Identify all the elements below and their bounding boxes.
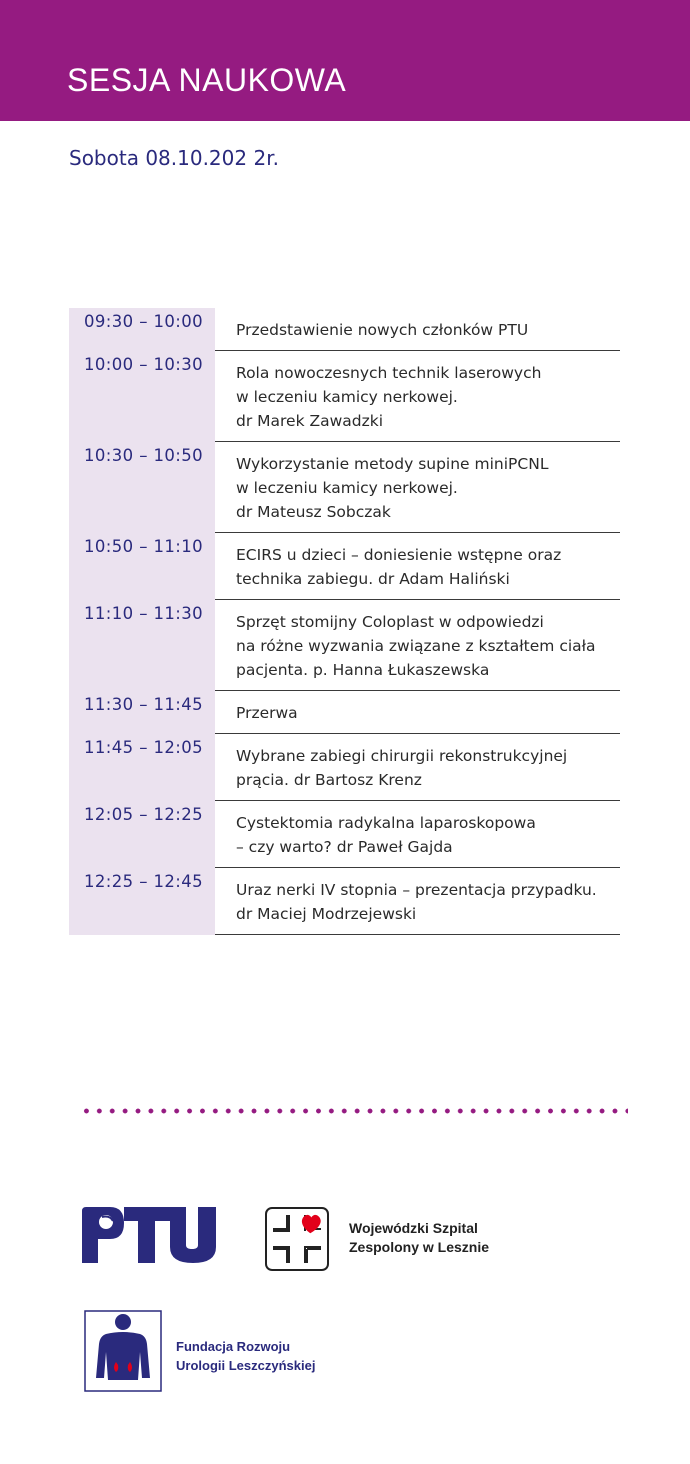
schedule-row — [69, 691, 620, 734]
schedule-table — [69, 308, 620, 935]
session-description — [215, 801, 620, 868]
time-slot: 12:05 – 12:25 — [69, 801, 215, 868]
description-line: w leczeniu kamicy nerkowej. — [236, 388, 458, 406]
session-description — [215, 351, 620, 442]
description-line: Przerwa — [236, 704, 298, 722]
session-description — [215, 691, 620, 734]
time-slot: 12:25 – 12:45 — [69, 868, 215, 935]
description-line: Uraz nerki IV stopnia – prezentacja przypadku. — [236, 881, 597, 899]
schedule-row — [69, 351, 620, 442]
time-slot: 10:50 – 11:10 — [69, 533, 215, 600]
time-slot: 11:30 – 11:45 — [69, 691, 215, 734]
schedule-row — [69, 308, 620, 351]
session-description — [215, 308, 620, 351]
time-slot: 10:30 – 10:50 — [69, 442, 215, 533]
schedule-row — [69, 600, 620, 691]
schedule-row — [69, 868, 620, 935]
session-description — [215, 442, 620, 533]
time-slot: 09:30 – 10:00 — [69, 308, 215, 351]
description-line: – czy warto? dr Paweł Gajda — [236, 838, 453, 856]
session-description — [215, 868, 620, 935]
foundation-logo — [84, 1310, 162, 1396]
foundation-name-line2: Urologii Leszczyńskiej — [176, 1358, 316, 1373]
schedule-row — [69, 442, 620, 533]
schedule-row — [69, 801, 620, 868]
description-line: ECIRS u dzieci – doniesienie wstępne oraz — [236, 546, 562, 564]
description-line: dr Marek Zawadzki — [236, 412, 384, 430]
hospital-name-line2: Zespolony w Lesznie — [349, 1239, 490, 1255]
description-line: Przedstawienie nowych członków PTU — [236, 321, 529, 339]
description-line: technika zabiegu. dr Adam Haliński — [236, 570, 510, 588]
ptu-logo — [80, 1205, 220, 1271]
time-slot: 11:10 – 11:30 — [69, 600, 215, 691]
description-line: w leczeniu kamicy nerkowej. — [236, 479, 458, 497]
schedule-row — [69, 533, 620, 600]
page-title: SESJA NAUKOWA — [67, 62, 347, 98]
description-line: Wykorzystanie metody supine miniPCNL — [236, 455, 549, 473]
description-line: dr Maciej Modrzejewski — [236, 905, 417, 923]
session-date: Sobota 08.10.202 2r. — [69, 146, 279, 170]
foundation-name-line1: Fundacja Rozwoju — [176, 1339, 291, 1354]
description-line: Rola nowoczesnych technik laserowych — [236, 364, 542, 382]
ptu-logo-graphic — [80, 1205, 220, 1267]
foundation-name — [176, 1337, 315, 1375]
hospital-name — [349, 1219, 489, 1257]
description-line: Wybrane zabiegi chirurgii rekonstrukcyjnej — [236, 747, 568, 765]
dotted-divider — [80, 1108, 628, 1114]
time-slot: 11:45 – 12:05 — [69, 734, 215, 801]
time-slot: 10:00 – 10:30 — [69, 351, 215, 442]
description-line: na różne wyzwania związane z kształtem ciała — [236, 637, 596, 655]
hospital-logo — [265, 1207, 329, 1275]
hospital-cross-icon — [265, 1207, 329, 1271]
description-line: dr Mateusz Sobczak — [236, 503, 391, 521]
schedule-row — [69, 734, 620, 801]
session-description — [215, 734, 620, 801]
human-figure-icon — [84, 1310, 162, 1392]
hospital-name-line1: Wojewódzki Szpital — [349, 1220, 478, 1236]
session-description — [215, 600, 620, 691]
description-line: Cystektomia radykalna laparoskopowa — [236, 814, 536, 832]
session-description — [215, 533, 620, 600]
description-line: prącia. dr Bartosz Krenz — [236, 771, 422, 789]
description-line: Sprzęt stomijny Coloplast w odpowiedzi — [236, 613, 544, 631]
header-banner — [0, 0, 690, 121]
description-line: pacjenta. p. Hanna Łukaszewska — [236, 661, 490, 679]
